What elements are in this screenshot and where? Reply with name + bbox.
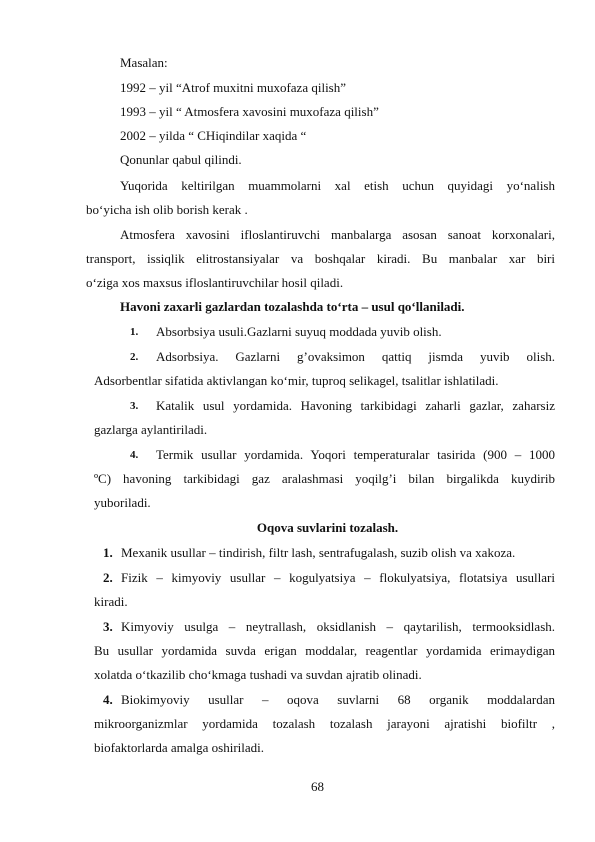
list2-number-3: 3. (103, 619, 113, 634)
list1-item-4-line-1: Termik usullar yordamida. Yoqori temperaturalar tasirida (900 – 1000 (156, 447, 555, 462)
list2-item-4-line-3: biofaktorlarda amalga oshiriladi. (94, 740, 265, 755)
list2-number-1: 1. (103, 545, 113, 560)
list1-item-4-line-3: yuboriladi. (94, 495, 151, 510)
list2-item-2-line-2: kiradi. (94, 594, 128, 609)
list2-item-1-line-1: Mexanik usullar – tindirish, filtr lash, sentrafugalash, suzib olish va xakoza. (121, 545, 516, 560)
list2-item-3-line-3: xolatda o‘tkazilib cho‘kmaga tushadi va suvdan ajratib olinadi. (94, 667, 422, 682)
list2-item-4-line-2: mikroorganizmlar yordamida tozalash tozalash jarayoni ajratishi biofiltr , (94, 716, 555, 731)
list2-item-4-line-1: Biokimyoviy usullar – oqova suvlarni 68 organik moddalardan (121, 692, 555, 707)
list1-number-4: 4. (130, 449, 139, 461)
list1-item-3-line-1: Katalik usul yordamida. Havoning tarkibidagi zaharli gazlar, zaharsiz (156, 398, 555, 413)
list1-number-1: 1. (130, 326, 139, 338)
para2-line-3: o‘ziga xos maxsus ifloslantiruvchilar hosil qiladi. (86, 275, 344, 290)
intro-line-1: Masalan: (120, 55, 168, 70)
para2-line-1: Atmosfera xavosini ifloslantiruvchi manbalarga asosan sanoat korxonalari, (120, 227, 555, 242)
list2-item-3-line-2: Bu usullar yordamida suvda erigan moddalar, reagentlar yordamida erimaydigan (94, 643, 555, 658)
list1-item-1-line-1: Absorbsiya usuli.Gazlarni suyuq moddada yuvib olish. (156, 324, 442, 339)
intro-line-4: 2002 – yilda “ CHiqindilar xaqida “ (120, 128, 307, 143)
list1-number-2: 2. (130, 351, 139, 363)
para2-line-2: transport, issiqlik elitrostansiyalar va boshqalar kiradi. Bu manbalar xar biri (86, 251, 555, 266)
para1-line-1: Yuqorida keltirilgan muammolarni xal etish uchun quyidagi yo‘nalish (120, 178, 555, 193)
page-number: 68 (311, 779, 324, 794)
list1-item-4-line-2: ºC) havoning tarkibidagi gaz aralashmasi yoqilg’i bilan birgalikda kuydirib (94, 471, 555, 486)
section-heading-air: Havoni zaxarli gazlardan tozalashda to‘rta – usul qo‘llaniladi. (120, 299, 465, 314)
section-heading-wastewater: Oqova suvlarini tozalash. (256, 520, 399, 535)
list1-number-3: 3. (130, 400, 139, 412)
list2-item-2-line-1: Fizik – kimyoviy usullar – kogulyatsiya – flokulyatsiya, flotatsiya usullari (121, 570, 555, 585)
list2-number-2: 2. (103, 570, 113, 585)
list1-item-3-line-2: gazlarga aylantiriladi. (94, 422, 208, 437)
list1-item-2-line-2: Adsorbentlar sifatida aktivlangan ko‘mir, tuproq selikagel, tsalitlar ishlatiladi. (94, 373, 499, 388)
para1-line-2: bo‘yicha ish olib borish kerak . (86, 202, 248, 217)
list2-item-3-line-1: Kimyoviy usulga – neytrallash, oksidlanish – qaytarilish, termooksidlash. (121, 619, 555, 634)
intro-line-2: 1992 – yil “Atrof muxitni muxofaza qilish” (120, 80, 347, 95)
list1-item-2-line-1: Adsorbsiya. Gazlarni g’ovaksimon qattiq jismda yuvib olish. (156, 349, 555, 364)
list2-number-4: 4. (103, 692, 113, 707)
intro-line-5: Qonunlar qabul qilindi. (120, 152, 242, 167)
intro-line-3: 1993 – yil “ Atmosfera xavosini muxofaza qilish” (120, 104, 379, 119)
